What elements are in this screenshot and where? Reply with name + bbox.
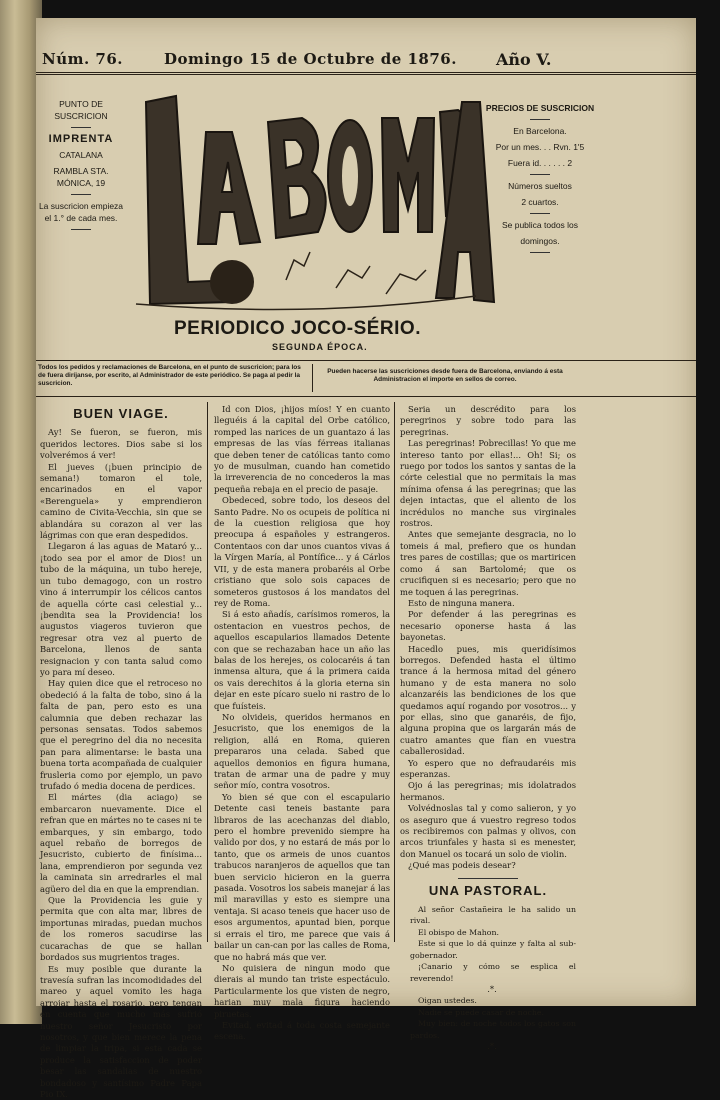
column-divider xyxy=(394,402,395,942)
section-stars: .*. xyxy=(400,1041,576,1052)
left-info-line: La suscricion empieza el 1.° de cada mes. xyxy=(38,200,124,224)
paragraph: Seria un descrédito para los peregrinos y sobre todo para las peregrinas. xyxy=(400,404,576,438)
verse-line: Muy bien: de noche todos los gatos son pardos. xyxy=(400,1018,576,1041)
article-column-2 xyxy=(214,404,390,1043)
paragraph: No quisiera de ningun modo que dierais al mundo tan triste espectáculo. Particularmente los que visten de negro, harian muy mala figura haciendo piruetas. xyxy=(214,963,390,1020)
masthead-subtitle: PERIODICO JOCO-SÉRIO. xyxy=(174,318,421,340)
paragraph: Es muy posible que durante la travesía sufran las incomodidades del mareo y aquel vomito les haga arrojar hasta el rosario, pero tengan en cuenta que mucho más sufrió nuestro señor Jesucristo por nosotros, y que bien merece la pena de limpiar la tripa, si esta cada se produce la satisfaccion de poder besar las sandalias de nuestro bondadoso y santísimo Padre Papa Pio IX. xyxy=(40,964,202,1100)
paragraph: Si á esto añadís, carísimos romeros, la ostentacion en vuestros pechos, de aquellos escapularios llamados Detente con que se rechazaban hace un año las balas de los herejes, os colocaréis á tan inmensa altura, que á la primera caida os vais derechitos á la gloria eterna sin dejar en este pícaro suelo ni rastro de lo que fuísteis. xyxy=(214,609,390,712)
paragraph: Id con Dios, ¡hijos míos! Y en cuanto lleguéis á la capital del Orbe católico, romped las narices de un guantazo á las empresas de las vías férreas italianas que deben tener de católicas tanto como yo de musulman, cuando han cometido la irreverencia de no concederos la mas pequeña rebaja en el precio de pasaje. xyxy=(214,404,390,495)
paragraph: El mártes (dia aciago) se embarcaron nuevamente. Dice el refran que en mártes no te cases ni te embarques, y sin embargo, todo aquel rebaño de borregos de Jesucristo, cubierto de finísima... lana, emprendieron por segunda vez la caminata sin arredrarles el mal agüero del dia en que la emprendian. xyxy=(40,792,202,895)
newspaper-page xyxy=(36,18,696,1006)
paragraph: Yo bien sé que con el escapulario Detente casi teneis bastante para libraros de las acechanzas del diablo, pero el hombre prevenido siempre ha valido por dos, y no estará de más por lo tanto, que os armeis de unos cuantos trabucos naranjeros de aquellos que tan buen servicio hicieron en la guerra pasada. Vosotros los sabeis manejar á las mil maravillas y esto es siempre una ventaja. Si acaso teneis que hacer uso de esos argumentos, apuntad bien, porque si errais el tiro, me parece que vais á bailar un can-can por las calles de Roma, que no habrá más que ver. xyxy=(214,792,390,963)
paragraph: Por defender á las peregrinas es necesario oponerse hasta á las bayonetas. xyxy=(400,609,576,643)
header-rule-2 xyxy=(36,74,696,75)
paragraph: Las peregrinas! Pobrecillas! Yo que me intereso tanto por ellas!... Oh! Si; os ruego por todos los santos y santas de la córte celestial que no permitais la mas mínima ofensa á las peregrinas; que las dejen intactas, que el aliento de los incrédulos no manche sus virginales rostros. xyxy=(400,438,576,529)
paragraph: Yo espero que no defraudaréis mis esperanzas. xyxy=(400,758,576,781)
masthead-epoca: SEGUNDA ÉPOCA. xyxy=(272,342,368,352)
right-info-line: Números sueltos xyxy=(480,180,600,192)
article-title: BUEN VIAGE. xyxy=(40,408,202,419)
right-info-line: domingos. xyxy=(480,235,600,247)
right-info-line: Se publica todos los xyxy=(480,219,600,231)
notice-right: Pueden hacerse las suscriciones desde fuera de Barcelona, enviando á esta Administracion el importe en sellos de correo. xyxy=(320,368,570,384)
la-bomba-masthead-logo xyxy=(136,92,496,312)
article-column-1 xyxy=(40,404,202,1100)
verse-line: Oigan ustedes. xyxy=(400,995,576,1006)
pastoral-title: UNA PASTORAL. xyxy=(400,885,576,896)
right-info-box xyxy=(480,102,600,258)
paragraph: Volvédnoslas tal y como salieron, y yo os aseguro que á vuestro regreso todos os recibiremos con palmas y olivos, con arcos triunfales y hasta si es menester, don Manuel os tocará un solo de violin. xyxy=(400,803,576,860)
left-info-box xyxy=(38,98,124,235)
paragraph: Llegaron á las aguas de Mataró y... ¡todo sea por el amor de Dios! un tubo de la máquina, un tubo hereje, un tubo demagogo, con un rostro vino á interrumpir los célicos cantos de aquella córte casi celestial y... ¡bendita sea la Providencia! los augustos viageros tuvieron que regresar otra vez al puerto de Barcelona, llenos de santa resignacion y con tanta salud como yo para mí deseo. xyxy=(40,541,202,678)
notice-left: Todos los pedidos y reclamaciones de Barcelona, en el punto de suscricion; para los de fuera diríjanse, por escrito, al Administrador de este periódico. Se paga al pedir la suscricion. xyxy=(38,364,306,388)
right-info-line: Por un mes. . . Rvn. 1'5 xyxy=(480,141,600,153)
right-info-line: En Barcelona. xyxy=(480,125,600,137)
verse-line: Nadie se puede casar de noche. xyxy=(400,1007,576,1018)
issue-year: Año V. xyxy=(496,50,551,69)
verse-line: Al señor Castañeira le ha salido un rival. xyxy=(400,904,576,927)
issue-number: Núm. 76. xyxy=(42,50,123,68)
paragraph: El jueves (¡buen principio de semana!) tomaron el tole, encarinados en el vapor «Berenguela» y emprendieron camino de Civita-Vecchia, sin que se ablandára su corazon al ver las lágrimas con que eran despedidos. xyxy=(40,462,202,542)
paragraph: Hay quien dice que el retroceso no obedeció á la falta de tobo, sino á la falta de pan, pero esto es una calumnia que deben rechazar las personas sensatas. Todos sabemos que el peregrino del dia no necesita pan para alimentarse: le basta una buena torta acompañada de cualquier frusleria como por ejemplo, un pavo trufado ó media docena de perdices. xyxy=(40,678,202,792)
paragraph: No olvideis, queridos hermanos en Jesucristo, que los enemigos de la religion, allá en Roma, quieren prepararos una celada. Sabed que aquellos demonios en figura humana, tratan de armar una de padre y muy señor mío, contra vosotros. xyxy=(214,712,390,792)
verse-line: Este si que lo dá quinze y falta al sub-gobernador. xyxy=(400,938,576,961)
paragraph: Esto de ninguna manera. xyxy=(400,598,576,609)
verse-line: El obispo de Mahon. xyxy=(400,927,576,938)
notice-rule-bottom xyxy=(36,396,696,397)
left-info-line: CATALANA xyxy=(38,149,124,161)
section-stars: .*. xyxy=(400,984,576,995)
issue-date: Domingo 15 de Octubre de 1876. xyxy=(164,50,457,68)
paragraph: ¿Qué mas podeis desear? xyxy=(400,860,576,871)
paragraph: Evitad, evitad á toda costa semejante escena. xyxy=(214,1020,390,1043)
paragraph: Que la Providencia les guie y permita que con alta mar, libres de importunas miradas, puedan muchos de los romeros sacudirse las cucarachas de que se hallan bordados sus mugrientos trages. xyxy=(40,895,202,963)
header-rule xyxy=(36,72,696,73)
paragraph: Ojo á las peregrinas; mis idolatrados hermanos. xyxy=(400,780,576,803)
left-info-line: RAMBLA STA. MÓNICA, 19 xyxy=(38,165,124,189)
paragraph: Hacedlo pues, mis queridísimos borregos. Defended hasta el último trance á la hermosa mitad del género humano y de esta manera no solo alcanzaréis las bendiciones de los que quedamos aquí rogando por vosotros... y por ellas, sino que ganaréis, de fijo, alguna propina que os largarán más de cuatro amantes que fían en vuestra caballerosidad. xyxy=(400,644,576,758)
verse-line: ¡Canario y cómo se esplica el reverendo! xyxy=(400,961,576,984)
paragraph: Ay! Se fueron, se fueron, mis queridos lectores. Dios sabe si los volverémos á ver! xyxy=(40,427,202,461)
notice-rule-top xyxy=(36,360,696,361)
paragraph: Obedeced, sobre todo, los deseos del Santo Padre. No os ocupeis de política ni de la cuestion religiosa que hoy preocupa á españoles y estrangeros. Contentaos con dar unos cuantos vivas á la Vírgen María, al Pontífice... y á Cárlos VII, y de esta manera probaréis al Orbe cristiano que solo sois capaces de someteros gustosos á los mandatos del rey de Roma. xyxy=(214,495,390,609)
right-info-line: 2 cuartos. xyxy=(480,196,600,208)
right-info-title: PRECIOS DE SUSCRICION xyxy=(480,102,600,114)
article-column-3 xyxy=(400,404,576,1052)
paragraph: Antes que semejante desgracia, no lo tomeis á mal, prefiero que os hundan tres pares de costillas; que os martiricen como á san Bartolomé; que os crucifiquen si es necesario; pero que no me toquen á las peregrinas. xyxy=(400,529,576,597)
column-divider xyxy=(207,402,208,942)
right-info-line: Fuera id. . . . . . 2 xyxy=(480,157,600,169)
left-info-line: PUNTO DE SUSCRICION xyxy=(38,98,124,122)
left-info-line: IMPRENTA xyxy=(38,133,124,145)
